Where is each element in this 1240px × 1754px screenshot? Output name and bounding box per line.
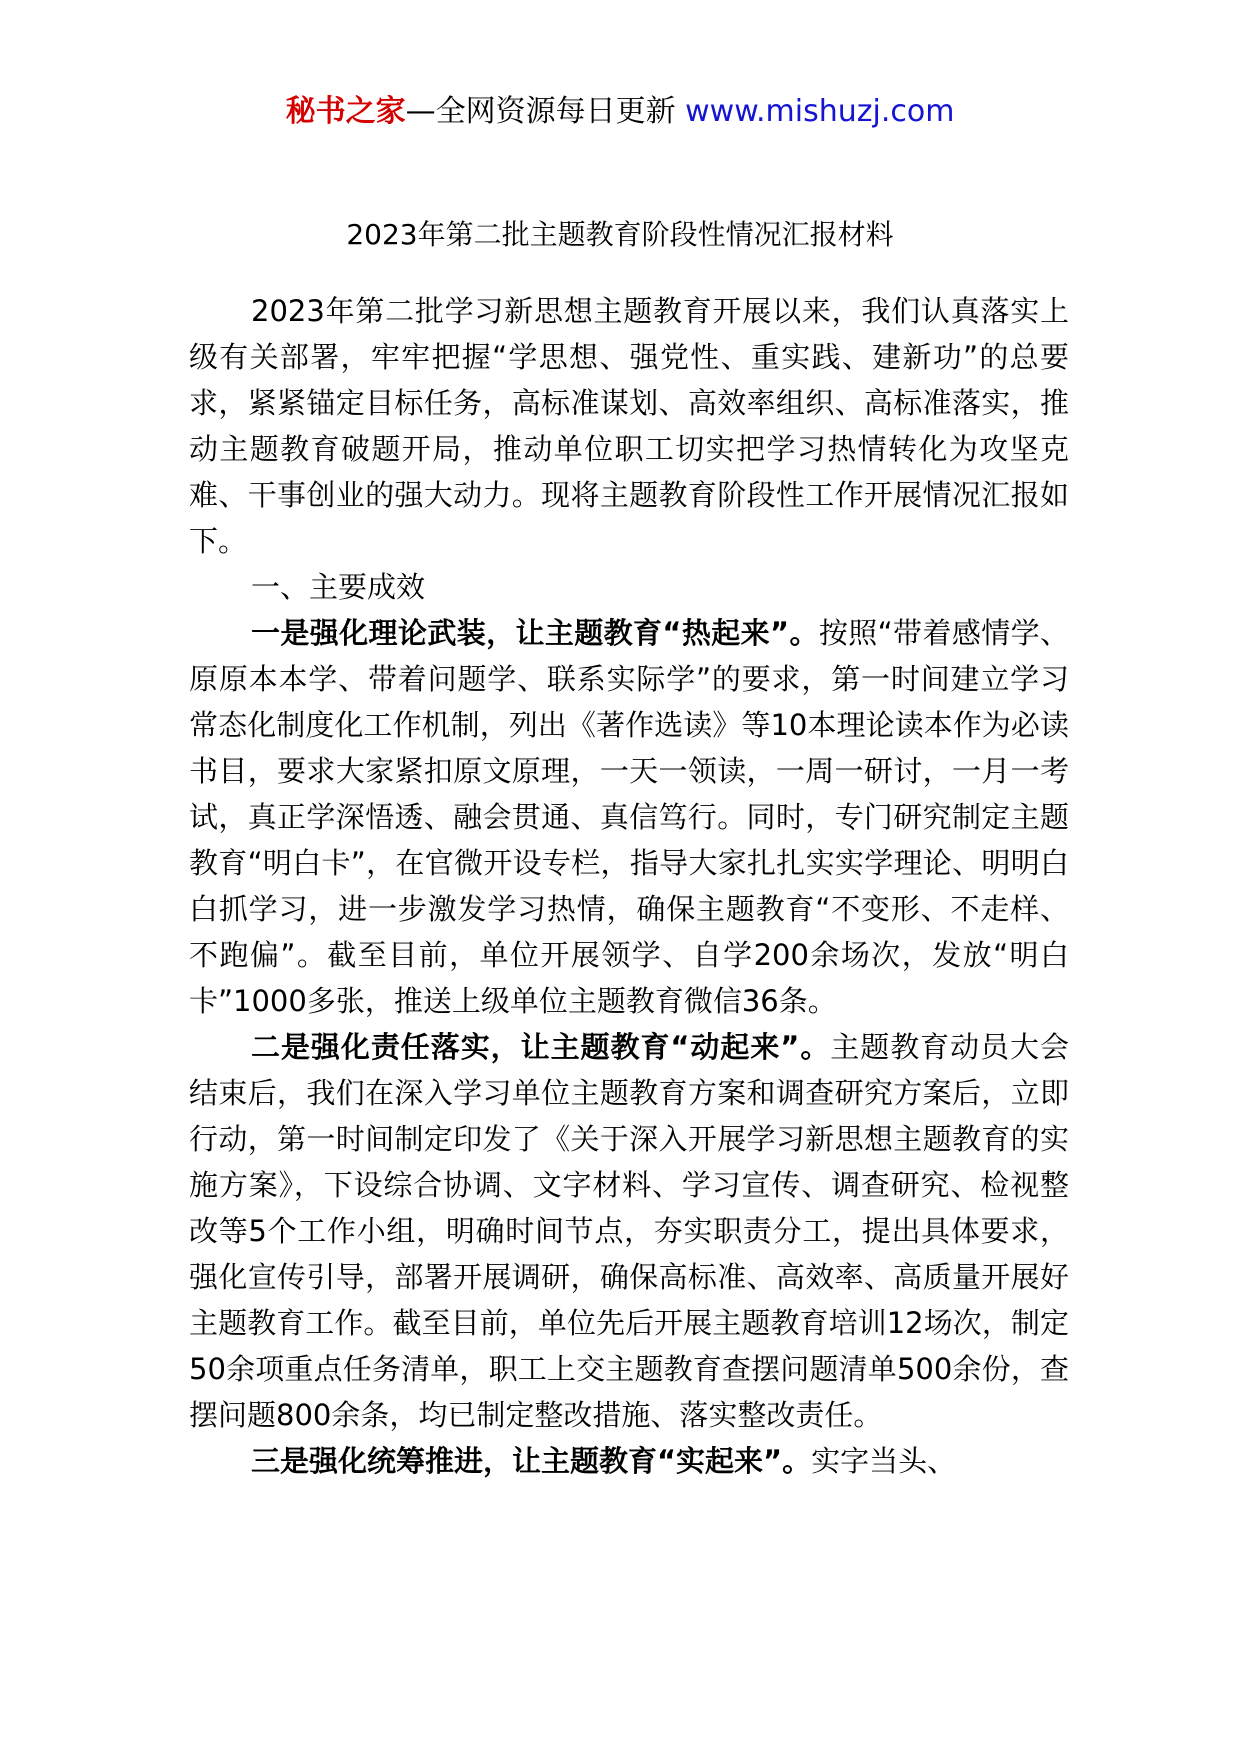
item-lead: 二是强化责任落实，让主题教育“动起来”。 — [251, 1030, 831, 1064]
section-heading: 一、主要成效 — [251, 570, 426, 604]
item-lead: 三是强化统筹推进，让主题教育“实起来”。 — [251, 1444, 812, 1478]
header-tagline: —全网资源每日更新 — [405, 94, 686, 129]
brand-name: 秘书之家 — [285, 94, 406, 129]
document-body — [189, 288, 1069, 1484]
item-body: 实字当头、 — [811, 1444, 957, 1478]
item-body: 主题教育动员大会结束后，我们在深入学习单位主题教育方案和调查研究方案后，立即行动，第一时间制定印发了《关于深入开展学习新思想主题教育的实施方案》，下设综合协调、文字材料、学习宣传、调查研究、检视整改等5个工作小组，明确时间节点，夯实职责分工，提出具体要求，强化宣传引导，部署开展调研，确保高标准、高效率、高质量开展好主题教育工作。截至目前，单位先后开展主题教育培训12场次，制定50余项重点任务清单，职工上交主题教育查摆问题清单500余份，查摆问题800余条，均已制定整改措施、落实整改责任。 — [189, 1030, 1069, 1432]
site-url-link[interactable]: www.mishuzj.com — [685, 94, 955, 129]
document-title: 2023年第二批主题教育阶段性情况汇报材料 — [346, 218, 894, 251]
item-paragraph-2 — [189, 1024, 1069, 1438]
item-lead: 一是强化理论武装，让主题教育“热起来”。 — [251, 616, 819, 650]
item-paragraph-3 — [189, 1438, 1069, 1484]
site-header — [0, 92, 1240, 132]
item-paragraph-1 — [189, 610, 1069, 1024]
intro-paragraph: 2023年第二批学习新思想主题教育开展以来，我们认真落实上级有关部署，牢牢把握“学思想、强党性、重实践、建新功”的总要求，紧紧锚定目标任务，高标准谋划、高效率组织、高标准落实，推动主题教育破题开局，推动单位职工切实把学习热情转化为攻坚克难、干事创业的强大动力。现将主题教育阶段性工作开展情况汇报如下。 — [189, 294, 1069, 558]
item-body: 按照“带着感情学、原原本本学、带着问题学、联系实际学”的要求，第一时间建立学习常态化制度化工作机制，列出《著作选读》等10本理论读本作为必读书目，要求大家紧扣原文原理，一天一领读，一周一研讨，一月一考试，真正学深悟透、融会贯通、真信笃行。同时，专门研究制定主题教育“明白卡”，在官微开设专栏，指导大家扎扎实实学理论、明明白白抓学习，进一步激发学习热情，确保主题教育“不变形、不走样、不跑偏”。截至目前，单位开展领学、自学200余场次，发放“明白卡”1000多张，推送上级单位主题教育微信36条。 — [189, 616, 1069, 1018]
